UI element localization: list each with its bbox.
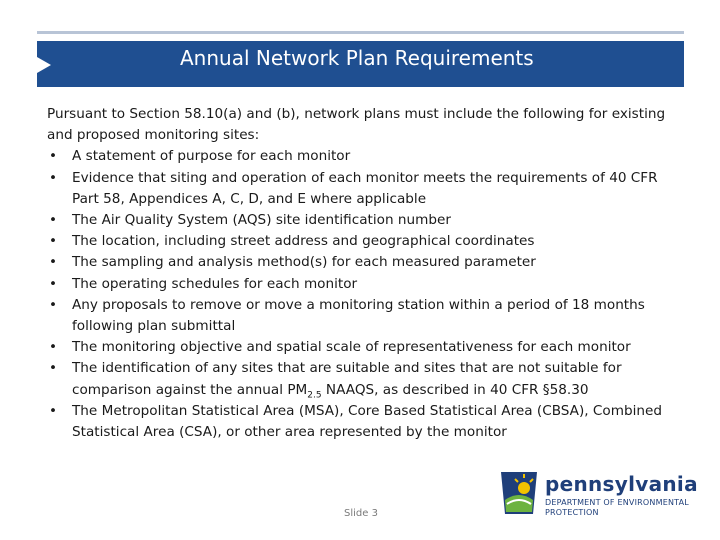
logo-wordmark: pennsylvania — [545, 472, 698, 496]
list-item-text: Evidence that siting and operation of each monitor meets the requirements of 40 CFR Part 58, Appendices A, C, D, and E where applicable — [72, 169, 658, 207]
list-item-text: The Air Quality System (AQS) site identification number — [72, 212, 451, 229]
list-item — [47, 358, 687, 400]
pa-dep-logo — [497, 470, 697, 520]
bullet-icon: • — [49, 212, 58, 229]
bullet-icon: • — [49, 402, 58, 419]
title-arrow-icon — [37, 57, 51, 73]
logo-subtitle-1: DEPARTMENT OF ENVIRONMENTAL — [545, 498, 689, 507]
list-item — [47, 168, 687, 210]
bullet-icon: • — [49, 254, 58, 271]
bullet-icon: • — [49, 339, 58, 356]
bullet-icon: • — [49, 233, 58, 250]
intro-text: Pursuant to Section 58.10(a) and (b), network plans must include the following for existing and proposed monitoring sites: — [47, 106, 666, 144]
list-item — [47, 401, 687, 443]
list-item-text: Any proposals to remove or move a monitoring station within a period of 18 months following plan submittal — [72, 296, 645, 335]
list-item — [47, 231, 687, 252]
bullet-icon: • — [49, 275, 58, 292]
list-item — [47, 274, 687, 295]
pm-item-after: NAAQS, as described in 40 CFR §58.30 — [321, 381, 589, 398]
list-item — [47, 337, 687, 358]
slide-number: Slide 3 — [344, 508, 378, 519]
bullet-icon: • — [49, 169, 58, 186]
pm-item-text — [72, 360, 622, 401]
list-item-text: A statement of purpose for each monitor — [72, 148, 351, 165]
bullet-icon: • — [49, 360, 58, 377]
list-item-text: The sampling and analysis method(s) for each measured parameter — [72, 254, 536, 271]
list-item-text: The location, including street address and geographical coordinates — [72, 233, 535, 250]
list-item — [47, 210, 687, 231]
list-item — [47, 252, 687, 273]
pm-subscript: 2.5 — [307, 390, 322, 401]
slide-title: Annual Network Plan Requirements — [180, 46, 534, 70]
logo-subtitle-2: PROTECTION — [545, 508, 599, 517]
bullet-icon: • — [49, 148, 58, 165]
bullet-icon: • — [49, 296, 58, 313]
pm-item-before: The identification of any sites that are suitable and sites that are not suitable for comparison against the annual PM — [72, 360, 622, 398]
list-item-text: The Metropolitan Statistical Area (MSA), Core Based Statistical Area (CBSA), Combined Statistical Area (CSA), or other area represented by the monitor — [72, 402, 662, 441]
header-rule — [37, 31, 684, 34]
slide-body — [47, 104, 687, 443]
requirements-list — [47, 146, 687, 443]
list-item — [47, 146, 687, 167]
list-item — [47, 295, 687, 337]
list-item-text: The operating schedules for each monitor — [72, 275, 358, 292]
list-item-text: The monitoring objective and spatial scale of representativeness for each monitor — [72, 339, 631, 356]
keystone-icon — [497, 470, 541, 518]
